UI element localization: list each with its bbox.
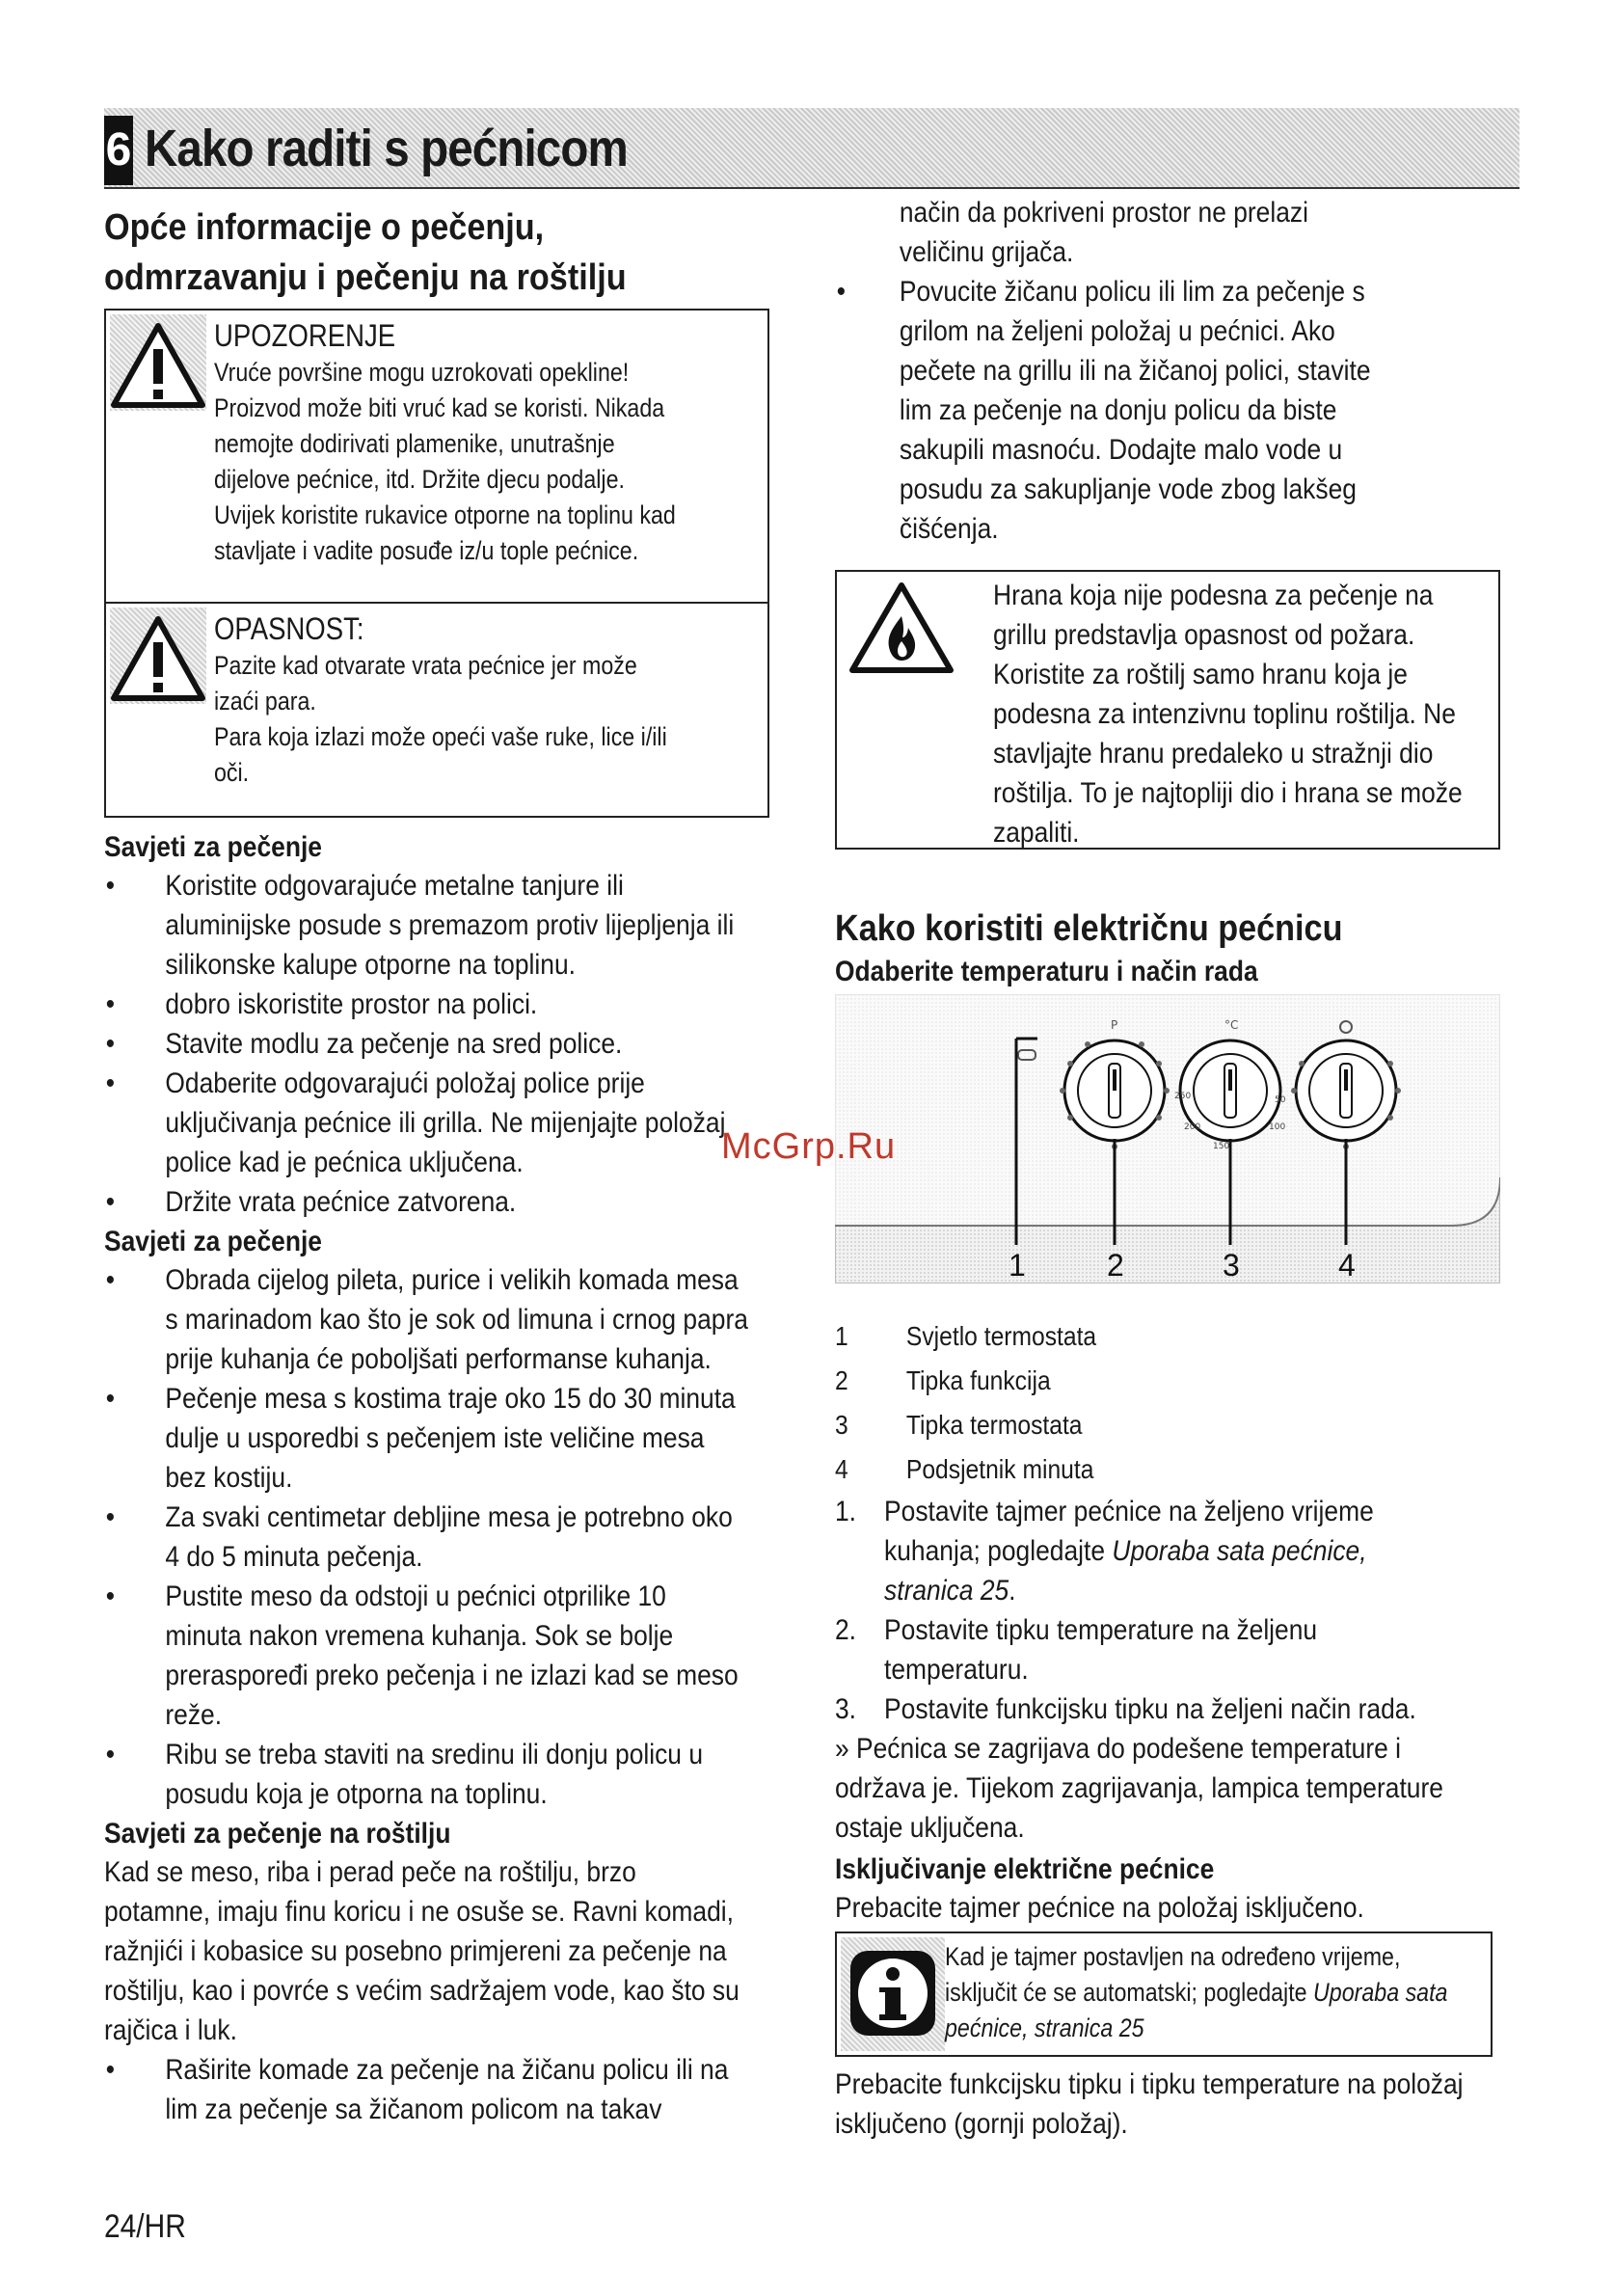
tips-baking-list: [104, 866, 749, 1222]
info-box: [835, 1931, 1493, 2057]
grill-bullet-list: [835, 272, 1378, 549]
list-item: • Stavite modlu za pečenje na sred police.: [104, 1024, 749, 1064]
chapter-title: Kako raditi s pećnicom: [145, 120, 628, 177]
figure-legend: [835, 1314, 1412, 1492]
dial-scale-label: 100: [1269, 1122, 1286, 1132]
step-item: 2. Postavite tipku temperature na željenu temperaturu.: [835, 1614, 1318, 1686]
fire-hazard-icon: [848, 581, 955, 676]
continued-text: način da pokriveni prostor ne prelazi veličinu grijača.: [899, 197, 1308, 268]
legend-item: 4 Podsjetnik minuta: [835, 1454, 1094, 1484]
svg-text:P: P: [1111, 1018, 1118, 1032]
dial-scale-label: 200: [1184, 1122, 1201, 1132]
tips-baking-list-wrap: [104, 866, 749, 1222]
danger-heading: OPASNOST:: [214, 611, 364, 646]
list-item: • Obrada cijelog pileta, purice i velikih komada mesa s marinadom kao što je sok od limuna i crnog papra prije kuhanja će poboljšati performanse kuhanja.: [104, 1260, 749, 1379]
legend-item: 2 Tipka funkcija: [835, 1365, 1051, 1395]
warning-line: Proizvod može biti vruć kad se koristi. Nikada: [214, 393, 665, 422]
fire-warning-box: [835, 570, 1500, 850]
list-item: • dobro iskoristite prostor na polici.: [104, 985, 749, 1024]
section-title-line-1: Opće informacije o pečenju,: [104, 207, 545, 248]
danger-text: [214, 648, 682, 791]
steps-list: [835, 1492, 1463, 1729]
dial-scale-label: 50: [1275, 1095, 1286, 1105]
tips-roasting-list: [104, 1260, 749, 1814]
warning-text: [214, 355, 682, 569]
tips-roasting-list-wrap: [104, 1260, 749, 1814]
right-column: [835, 193, 1500, 2144]
fire-warning-text: Hrana koja nije podesna za pečenje na grillu predstavlja opasnost od požara. Koristite za roštilj samo hranu koja je podesna za intenzivnu toplinu roštilja. Ne stavljajte hranu predaleko u stražnji dio roštilja. To je najtopliji dio i hrana se može zapaliti.: [993, 580, 1463, 849]
danger-section: [106, 602, 767, 816]
warning-section: [106, 311, 767, 602]
list-item: • Odaberite odgovarajući položaj police prije uključivanja pećnice ili grilla. Ne mijenjajte položaj police kad je pećnica uključena.: [104, 1064, 749, 1182]
svg-text:°C: °C: [1224, 1018, 1239, 1032]
warning-line: stavljate i vadite posuđe iz/u tople pećnice.: [214, 536, 639, 565]
legend-item: 3 Tipka termostata: [835, 1410, 1083, 1440]
result-text: » Pećnica se zagrijava do podešene temperature i održava je. Tijekom zagrijavanja, lampica temperature ostaje uključena.: [835, 1733, 1443, 1844]
figure-legend-wrap: [835, 1314, 1412, 1492]
page-number: 24/HR: [104, 2208, 186, 2245]
figure-label: 2: [1107, 1248, 1124, 1283]
section-title-line-2: odmrzavanju i pečenju na roštilju: [104, 257, 627, 298]
list-item: • Pustite meso da odstoji u pećnici otprilike 10 minuta nakon vremena kuhanja. Sok se bolje preraspoređi preko pečenja i ne izlazi kad se meso reže.: [104, 1577, 749, 1735]
oven-off-title: Isključivanje električne pećnice: [835, 1853, 1215, 1885]
control-panel-drawing: [835, 994, 1500, 1283]
danger-line: Pazite kad otvarate vrata pećnice jer može: [214, 651, 637, 680]
list-item: • Povucite žičanu policu ili lim za pečenje s grilom na željeni položaj u pećnici. Ako pečete na grillu ili na žičanoj polici, stavite lim za pečenje na donju policu da biste sakupili masnoću. Dodajte malo vode u posudu za sakupljanje vode zbog lakšeg čišćenja.: [835, 272, 1378, 549]
left-column: [104, 203, 791, 2129]
tips-roasting-title: Savjeti za pečenje: [104, 1226, 322, 1257]
tips-grill-list: [104, 2050, 749, 2129]
oven-off-text: Prebacite tajmer pećnice na položaj isključeno.: [835, 1892, 1364, 1924]
danger-line: Para koja izlazi može opeći vaše ruke, lice i/ili: [214, 722, 667, 751]
step-item: 1. Postavite tajmer pećnice na željeno vrijeme kuhanja; pogledajte Uporaba sata pećnice, stranica 25.: [835, 1496, 1374, 1607]
legend-item: 1 Svjetlo termostata: [835, 1321, 1097, 1351]
danger-triangle-icon: [110, 615, 206, 702]
list-item: • Koristite odgovarajuće metalne tanjure ili aluminijske posude s premazom protiv lijepljenja ili silikonske kalupe otporne na toplinu.: [104, 866, 749, 985]
warning-line: dijelove pećnice, itd. Držite djecu podalje.: [214, 465, 625, 494]
electric-oven-title: Kako koristiti električnu pećnicu: [835, 908, 1343, 949]
dial-scale-label: 150: [1213, 1142, 1230, 1151]
info-icon-background: [841, 1937, 945, 2051]
info-text: Kad je tajmer postavljen na određeno vrijeme, isključit će se automatski; pogledajte Uporaba sata pećnice, stranica 25: [945, 1942, 1448, 2042]
tips-grill-title: Savjeti za pečenje na roštilju: [104, 1818, 451, 1850]
watermark: McGrp.Ru: [721, 1126, 897, 1167]
step-item: 3. Postavite funkcijsku tipku na željeni način rada.: [835, 1693, 1416, 1725]
warning-line: Uvijek koristite rukavice otporne na toplinu kad: [214, 500, 676, 529]
figure-label: 3: [1223, 1248, 1240, 1283]
chapter-number: 6: [104, 116, 133, 185]
danger-line: oči.: [214, 758, 250, 787]
figure-label: 4: [1338, 1248, 1356, 1283]
list-item: • Za svaki centimetar debljine mesa je potrebno oko 4 do 5 minuta pečenja.: [104, 1498, 749, 1577]
list-item: • Pečenje mesa s kostima traje oko 15 do 30 minuta dulje u usporedbi s pečenjem iste veličine mesa bez kostiju.: [104, 1379, 749, 1498]
figure-label: 1: [1009, 1248, 1026, 1283]
select-mode-title: Odaberite temperaturu i način rada: [835, 956, 1258, 987]
warning-box: [104, 309, 769, 818]
list-item: • Držite vrata pećnice zatvorena.: [104, 1182, 749, 1222]
warning-triangle-icon: [110, 322, 206, 409]
info-icon: [841, 1937, 945, 2051]
dial-scale-label: 250: [1174, 1092, 1192, 1101]
list-item: • Ribu se treba staviti na sredinu ili donju policu u posudu koja je otporna na toplinu.: [104, 1735, 749, 1814]
warning-line: nemojte dodirivati plamenike, unutrašnje: [214, 429, 615, 458]
oven-control-panel-figure: [835, 994, 1500, 1283]
list-item: • Raširite komade za pečenje na žičanu policu ili na lim za pečenje sa žičanom policom na takav: [104, 2050, 749, 2129]
chapter-header: [104, 108, 1520, 189]
tips-baking-title: Savjeti za pečenje: [104, 831, 322, 863]
tips-grill-wrap: [104, 1852, 749, 2129]
final-text: Prebacite funkcijsku tipku i tipku temperature na položaj isključeno (gornji položaj).: [835, 2068, 1464, 2140]
steps-wrap: [835, 1492, 1463, 1848]
grill-paragraph: Kad se meso, riba i perad peče na roštilju, brzo potamne, imaju finu koricu i ne osuše se. Ravni komadi, ražnjići i kobasice su posebno primjereni za pečenje na roštilju, kao i povrće s većim sadržajem vode, kao što su rajčica i luk.: [104, 1856, 740, 2046]
warning-line: Vruće površine mogu uzrokovati opekline!: [214, 358, 630, 387]
right-text-wrap: [835, 193, 1378, 549]
warning-heading: UPOZORENJE: [214, 318, 396, 353]
danger-line: izaći para.: [214, 687, 316, 716]
